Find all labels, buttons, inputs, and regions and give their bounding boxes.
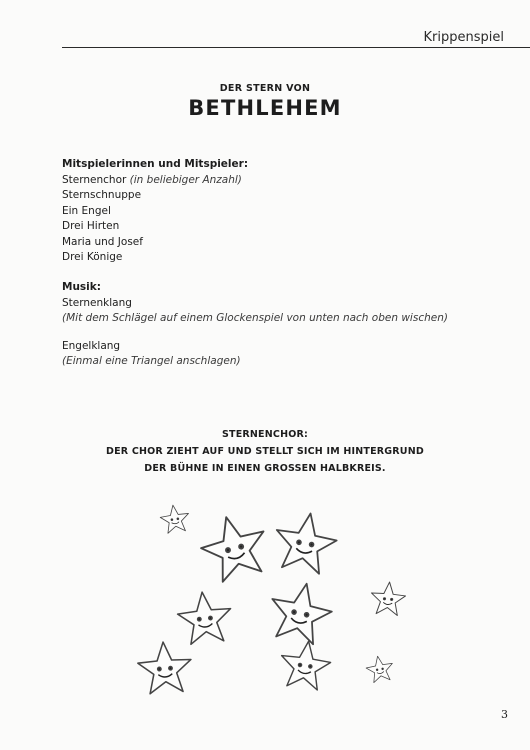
cast-item: Ein Engel (62, 204, 111, 217)
star-icon (265, 577, 337, 646)
title-line-1: DER STERN VON (219, 83, 311, 94)
stage-direction-speaker: STERNENCHOR: (221, 429, 309, 440)
page-number: 3 (501, 708, 508, 721)
title-line-2: BETHLEHEM (188, 96, 342, 120)
running-header: Krippenspiel (423, 30, 504, 45)
header-rule (62, 47, 530, 48)
star-icon (137, 640, 194, 694)
stage-direction (0, 426, 530, 477)
star-icon (176, 589, 234, 645)
star-icon (278, 638, 333, 691)
cast-list (62, 157, 248, 266)
cast-item: Maria und Josef (62, 235, 143, 248)
music-item-name: Engelklang (62, 339, 121, 352)
cast-item: Sternschnuppe (62, 189, 142, 201)
cast-heading: Mitspielerinnen und Mitspieler: (62, 158, 249, 170)
music-item-name: Sternenklang (62, 296, 132, 309)
music-item-instruction: (Einmal eine Triangel anschlagen) (62, 355, 241, 367)
cast-item: Drei Hirten (62, 220, 120, 232)
music-list (62, 280, 448, 370)
music-item-instruction: (Mit dem Schlägel auf einem Glockenspiel von unten nach oben wischen) (62, 312, 448, 324)
stage-direction-line: DER BÜHNE IN EINEN GROSSEN HALBKREIS. (144, 463, 386, 474)
star-icon (370, 581, 407, 616)
star-icon (271, 508, 341, 576)
cast-item: Drei Könige (62, 251, 123, 263)
star-icon (195, 509, 273, 585)
star-icon (159, 503, 191, 534)
star-choir-illustration (130, 495, 430, 705)
stage-direction-line: DER CHOR ZIEHT AUF UND STELLT SICH IM HINTERGRUND (106, 446, 424, 457)
stars-drawing (130, 495, 430, 705)
star-icon (364, 654, 395, 684)
cast-item: Sternenchor (in beliebiger Anzahl) (62, 173, 242, 186)
music-heading: Musik: (62, 281, 101, 293)
